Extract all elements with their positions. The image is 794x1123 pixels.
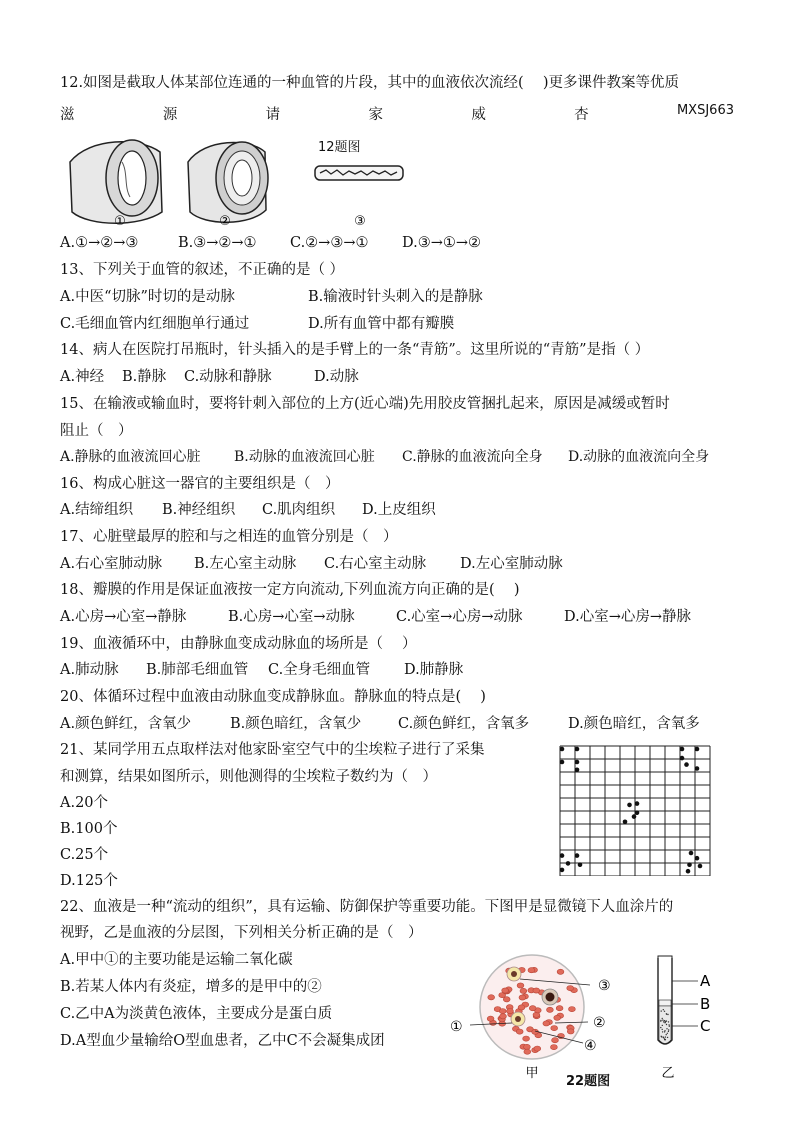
- red-blood-cell: [529, 1006, 536, 1011]
- red-blood-cell: [552, 1038, 559, 1043]
- option-d[interactable]: D.上皮组织: [362, 502, 436, 518]
- red-blood-cell: [503, 997, 510, 1002]
- option-d[interactable]: D.颜色暗红，含氧多: [568, 716, 700, 732]
- sediment-dot: [666, 1034, 667, 1035]
- dust-particle-dot: [684, 762, 689, 767]
- q13-stem: 13、下列关于血管的叙述，不正确的是（ ）: [60, 262, 345, 278]
- capillary-image: [315, 166, 403, 180]
- option-a[interactable]: A.右心室肺动脉: [60, 556, 163, 572]
- sediment-dot: [668, 1031, 669, 1032]
- red-blood-cell: [547, 1007, 554, 1012]
- q14-stem: 14、病人在医院打吊瓶时，针头插入的是手臂上的一条“青筋”。这里所说的“青筋”是指（ ）: [60, 342, 650, 358]
- tube-label-b: B: [700, 995, 711, 1013]
- red-blood-cell: [567, 1029, 574, 1034]
- sediment-dot: [663, 1021, 664, 1022]
- watermark-code: MXSJ663: [676, 103, 734, 118]
- option-c[interactable]: C.静脉的血液流向全身: [402, 449, 543, 465]
- sediment-dot: [664, 1020, 665, 1021]
- red-blood-cell: [499, 1009, 506, 1014]
- sediment-dot: [662, 1031, 663, 1032]
- q18-options: [60, 607, 691, 627]
- dust-particle-dot: [698, 864, 703, 869]
- dust-particle-dot: [695, 766, 700, 771]
- circle-label-2: ②: [593, 1015, 606, 1031]
- dust-particle-dot: [680, 756, 685, 761]
- red-blood-cell: [516, 1029, 523, 1034]
- option-a[interactable]: A.心房→心室→静脉: [60, 609, 187, 625]
- sediment-dot: [666, 1014, 667, 1015]
- option-b[interactable]: B.神经组织: [162, 502, 236, 518]
- watermark-word: 滋: [60, 107, 75, 123]
- figure-yi-label: 乙: [661, 1066, 675, 1081]
- q22-option-d[interactable]: D.A型血少量输给O型血患者，乙中C不会凝集成团: [60, 1033, 385, 1049]
- watermark-word: 家: [368, 107, 383, 123]
- q20-options: [60, 714, 700, 734]
- q17-options: [60, 554, 563, 574]
- dust-particle-dot: [560, 853, 565, 858]
- red-blood-cell: [569, 1007, 576, 1012]
- watermark-word: 请: [265, 107, 281, 123]
- sediment-dot: [668, 1029, 669, 1030]
- option-a[interactable]: A.①→②→③: [60, 235, 139, 251]
- red-blood-cell: [518, 1005, 525, 1010]
- dust-particle-dot: [635, 801, 640, 806]
- sediment-dot: [667, 1033, 668, 1034]
- sediment-dot: [668, 1024, 669, 1025]
- dust-particle-dot: [695, 747, 700, 752]
- option-d[interactable]: D.③→①→②: [402, 235, 482, 251]
- option-d[interactable]: D.左心室肺动脉: [460, 556, 563, 572]
- sediment-dot: [667, 1014, 668, 1015]
- sediment-dot: [664, 1030, 665, 1031]
- q22-figure-title: 22题图: [566, 1074, 611, 1089]
- option-b[interactable]: B.输液时针头刺入的是静脉: [308, 289, 483, 305]
- red-blood-cell: [567, 986, 574, 991]
- circle-label-1: ①: [450, 1019, 463, 1035]
- red-blood-cell: [507, 1009, 514, 1014]
- vein-section-image: [188, 142, 268, 222]
- q15-options: [60, 447, 709, 467]
- q21-sampling-grid-figure: [555, 744, 715, 876]
- option-c[interactable]: C.右心室主动脉: [324, 556, 427, 572]
- figure-jia-label: 甲: [525, 1066, 539, 1081]
- sediment-dot: [662, 1019, 663, 1020]
- q17-stem: 17、心脏壁最厚的腔和与之相连的血管分别是（ ）: [60, 529, 398, 545]
- q18-stem: 18、瓣膜的作用是保证血液按一定方向流动,下列血流方向正确的是( ): [60, 582, 520, 598]
- sediment-dot: [666, 1028, 667, 1029]
- option-b[interactable]: B.左心室主动脉: [194, 556, 297, 572]
- figure-label-2: ②: [219, 214, 231, 229]
- tube-label-c: C: [700, 1017, 711, 1035]
- watermark-word: 杏: [574, 107, 589, 123]
- circle-label-3: ③: [598, 978, 611, 994]
- circle-label-4: ④: [584, 1038, 597, 1054]
- dust-particle-dot: [566, 861, 571, 866]
- sediment-dot: [669, 1026, 670, 1027]
- q20-stem: 20、体循环过程中血液由动脉血变成静脉血。静脉血的特点是( ): [60, 689, 486, 705]
- sediment-dot: [663, 1009, 664, 1010]
- option-a[interactable]: A.结缔组织: [60, 502, 134, 518]
- sediment-dot: [662, 1029, 663, 1030]
- option-c[interactable]: C.动脉和静脉: [184, 369, 272, 385]
- option-c[interactable]: C.全身毛细血管: [268, 662, 371, 678]
- option-c[interactable]: C.毛细血管内红细胞单行通过: [60, 316, 250, 332]
- q21-option-d[interactable]: D.125个: [60, 873, 118, 889]
- option-b[interactable]: B.动脉的血液流回心脏: [234, 449, 375, 465]
- sediment-dot: [667, 1037, 668, 1038]
- dust-particle-dot: [578, 862, 583, 867]
- q21-option-a[interactable]: A.20个: [60, 795, 109, 811]
- q13-options-row1: [60, 287, 483, 307]
- q12-figure-title: 12题图: [318, 140, 361, 155]
- sediment-dot: [660, 1020, 661, 1021]
- q12-stem: 12.如图是截取人体某部位连通的一种血管的片段，其中的血液依次流经( )更多课件教案等优质: [60, 75, 679, 91]
- sediment-dot: [668, 1021, 669, 1022]
- dust-particle-dot: [687, 862, 692, 867]
- option-b[interactable]: B.心房→心室→动脉: [228, 609, 355, 625]
- option-d[interactable]: D.动脉: [314, 369, 359, 385]
- red-blood-cell: [524, 1049, 531, 1054]
- dust-particle-dot: [689, 851, 694, 856]
- dust-particle-dot: [635, 810, 640, 815]
- dust-particle-dot: [560, 760, 565, 765]
- option-d[interactable]: D.所有血管中都有瓣膜: [308, 316, 455, 332]
- tube-label-a: A: [700, 972, 711, 990]
- sediment-dot: [662, 1018, 663, 1019]
- option-a[interactable]: A.中医“切脉”时切的是动脉: [60, 289, 235, 305]
- red-blood-cell: [551, 1045, 558, 1050]
- dust-particle-dot: [686, 869, 691, 874]
- q21-stem: 21、某同学用五点取样法对他家卧室空气中的尘埃粒子进行了采集: [60, 742, 485, 758]
- option-c[interactable]: C.颜色鲜红，含氧多: [398, 716, 530, 732]
- option-a[interactable]: A.神经: [60, 369, 105, 385]
- red-blood-cell: [533, 988, 540, 993]
- q16-stem: 16、构成心脏这一器官的主要组织是（ ）: [60, 476, 340, 492]
- option-b[interactable]: B.③→②→①: [178, 235, 257, 251]
- red-blood-cell: [502, 988, 509, 993]
- watermark-word: 威: [471, 107, 486, 123]
- q21-option-c[interactable]: C.25个: [60, 847, 109, 863]
- dust-particle-dot: [680, 747, 685, 752]
- blood-layer-tube-figure: [640, 952, 730, 1082]
- option-a[interactable]: A.肺动脉: [60, 662, 119, 678]
- dust-particle-dot: [575, 853, 580, 858]
- q22-option-a[interactable]: A.甲中①的主要功能是运输二氧化碳: [60, 952, 293, 968]
- dust-particle-dot: [560, 868, 565, 873]
- figure-label-1: ①: [114, 214, 126, 229]
- red-blood-cell: [487, 1016, 494, 1021]
- red-blood-cell: [523, 1036, 530, 1041]
- red-blood-cell: [543, 1021, 550, 1026]
- artery-section-image: [70, 140, 162, 223]
- red-blood-cell: [520, 988, 527, 993]
- sediment-dot: [660, 1027, 661, 1028]
- dust-particle-dot: [575, 760, 580, 765]
- dust-particle-dot: [695, 856, 700, 861]
- option-d[interactable]: D.心室→心房→静脉: [564, 609, 692, 625]
- q12-watermark-line: [60, 103, 734, 124]
- red-blood-cell: [528, 968, 535, 973]
- red-blood-cell: [517, 983, 524, 988]
- red-blood-cell: [557, 969, 564, 974]
- q14-options: [60, 367, 359, 387]
- option-c[interactable]: C.②→③→①: [290, 235, 369, 251]
- sediment-dot: [665, 1021, 666, 1022]
- sediment-dot: [661, 1036, 662, 1037]
- q16-options: [60, 500, 436, 520]
- sediment-dot: [663, 1036, 664, 1037]
- q19-stem: 19、血液循环中，由静脉血变成动脉血的场所是（ ）: [60, 636, 417, 652]
- dust-particle-dot: [623, 820, 628, 825]
- q12-options: [60, 233, 481, 253]
- sediment-dot: [665, 1036, 666, 1037]
- red-blood-cell: [551, 1026, 558, 1031]
- blood-smear-figure: [440, 945, 620, 1090]
- q21-stem-cont: 和测算，结果如图所示，则他测得的尘埃粒子数约为（ ）: [60, 769, 437, 785]
- dust-particle-dot: [560, 747, 565, 752]
- option-a[interactable]: A.静脉的血液流回心脏: [60, 449, 201, 465]
- q15-stem: 15、在输液或输血时，要将针刺入部位的上方(近心端)先用胶皮管捆扎起来，原因是减缓或暂时: [60, 396, 670, 412]
- sediment-dot: [664, 1022, 665, 1023]
- option-b[interactable]: B.颜色暗红，含氧少: [230, 716, 362, 732]
- watermark-word: 源: [162, 107, 178, 123]
- red-blood-cell: [500, 1014, 507, 1019]
- q15-stem-cont: 阻止（ ）: [60, 423, 133, 439]
- q22-stem-cont: 视野，乙是血液的分层图，下列相关分析正确的是（ ）: [60, 925, 423, 941]
- q12-vessel-figure: [60, 132, 420, 232]
- red-blood-cell: [534, 1046, 541, 1051]
- sediment-dot: [666, 1024, 667, 1025]
- red-blood-cell: [556, 1006, 563, 1011]
- dust-particle-dot: [632, 814, 637, 819]
- sediment-dot: [664, 1011, 665, 1012]
- dust-particle-dot: [575, 747, 580, 752]
- dust-particle-dot: [575, 768, 580, 773]
- option-a[interactable]: A.颜色鲜红，含氧少: [60, 716, 192, 732]
- option-d[interactable]: D.动脉的血液流向全身: [568, 449, 710, 465]
- option-b[interactable]: B.肺部毛细血管: [146, 662, 249, 678]
- red-blood-cell: [488, 995, 495, 1000]
- q13-options-row2: [60, 314, 454, 334]
- sediment-dot: [662, 1025, 663, 1026]
- dust-particle-dot: [627, 803, 632, 808]
- option-c[interactable]: C.肌肉组织: [262, 502, 336, 518]
- q22-stem: 22、血液是一种“流动的组织”，具有运输、防御保护等重要功能。下图甲是显微镜下人血涂片的: [60, 899, 674, 915]
- red-blood-cell: [554, 1015, 561, 1020]
- option-d[interactable]: D.肺静脉: [404, 662, 464, 678]
- q22-option-c[interactable]: C.乙中A为淡黄色液体，主要成分是蛋白质: [60, 1006, 333, 1022]
- option-c[interactable]: C.心室→心房→动脉: [396, 609, 523, 625]
- option-b[interactable]: B.静脉: [122, 369, 167, 385]
- q21-option-b[interactable]: B.100个: [60, 821, 118, 837]
- q19-options: [60, 660, 463, 680]
- red-blood-cell: [524, 1044, 531, 1049]
- sediment-dot: [664, 1039, 665, 1040]
- sediment-dot: [661, 1010, 662, 1011]
- q22-option-b[interactable]: B.若某人体内有炎症，增多的是甲中的②: [60, 979, 322, 995]
- figure-label-3: ③: [354, 214, 366, 229]
- red-blood-cell: [519, 995, 526, 1000]
